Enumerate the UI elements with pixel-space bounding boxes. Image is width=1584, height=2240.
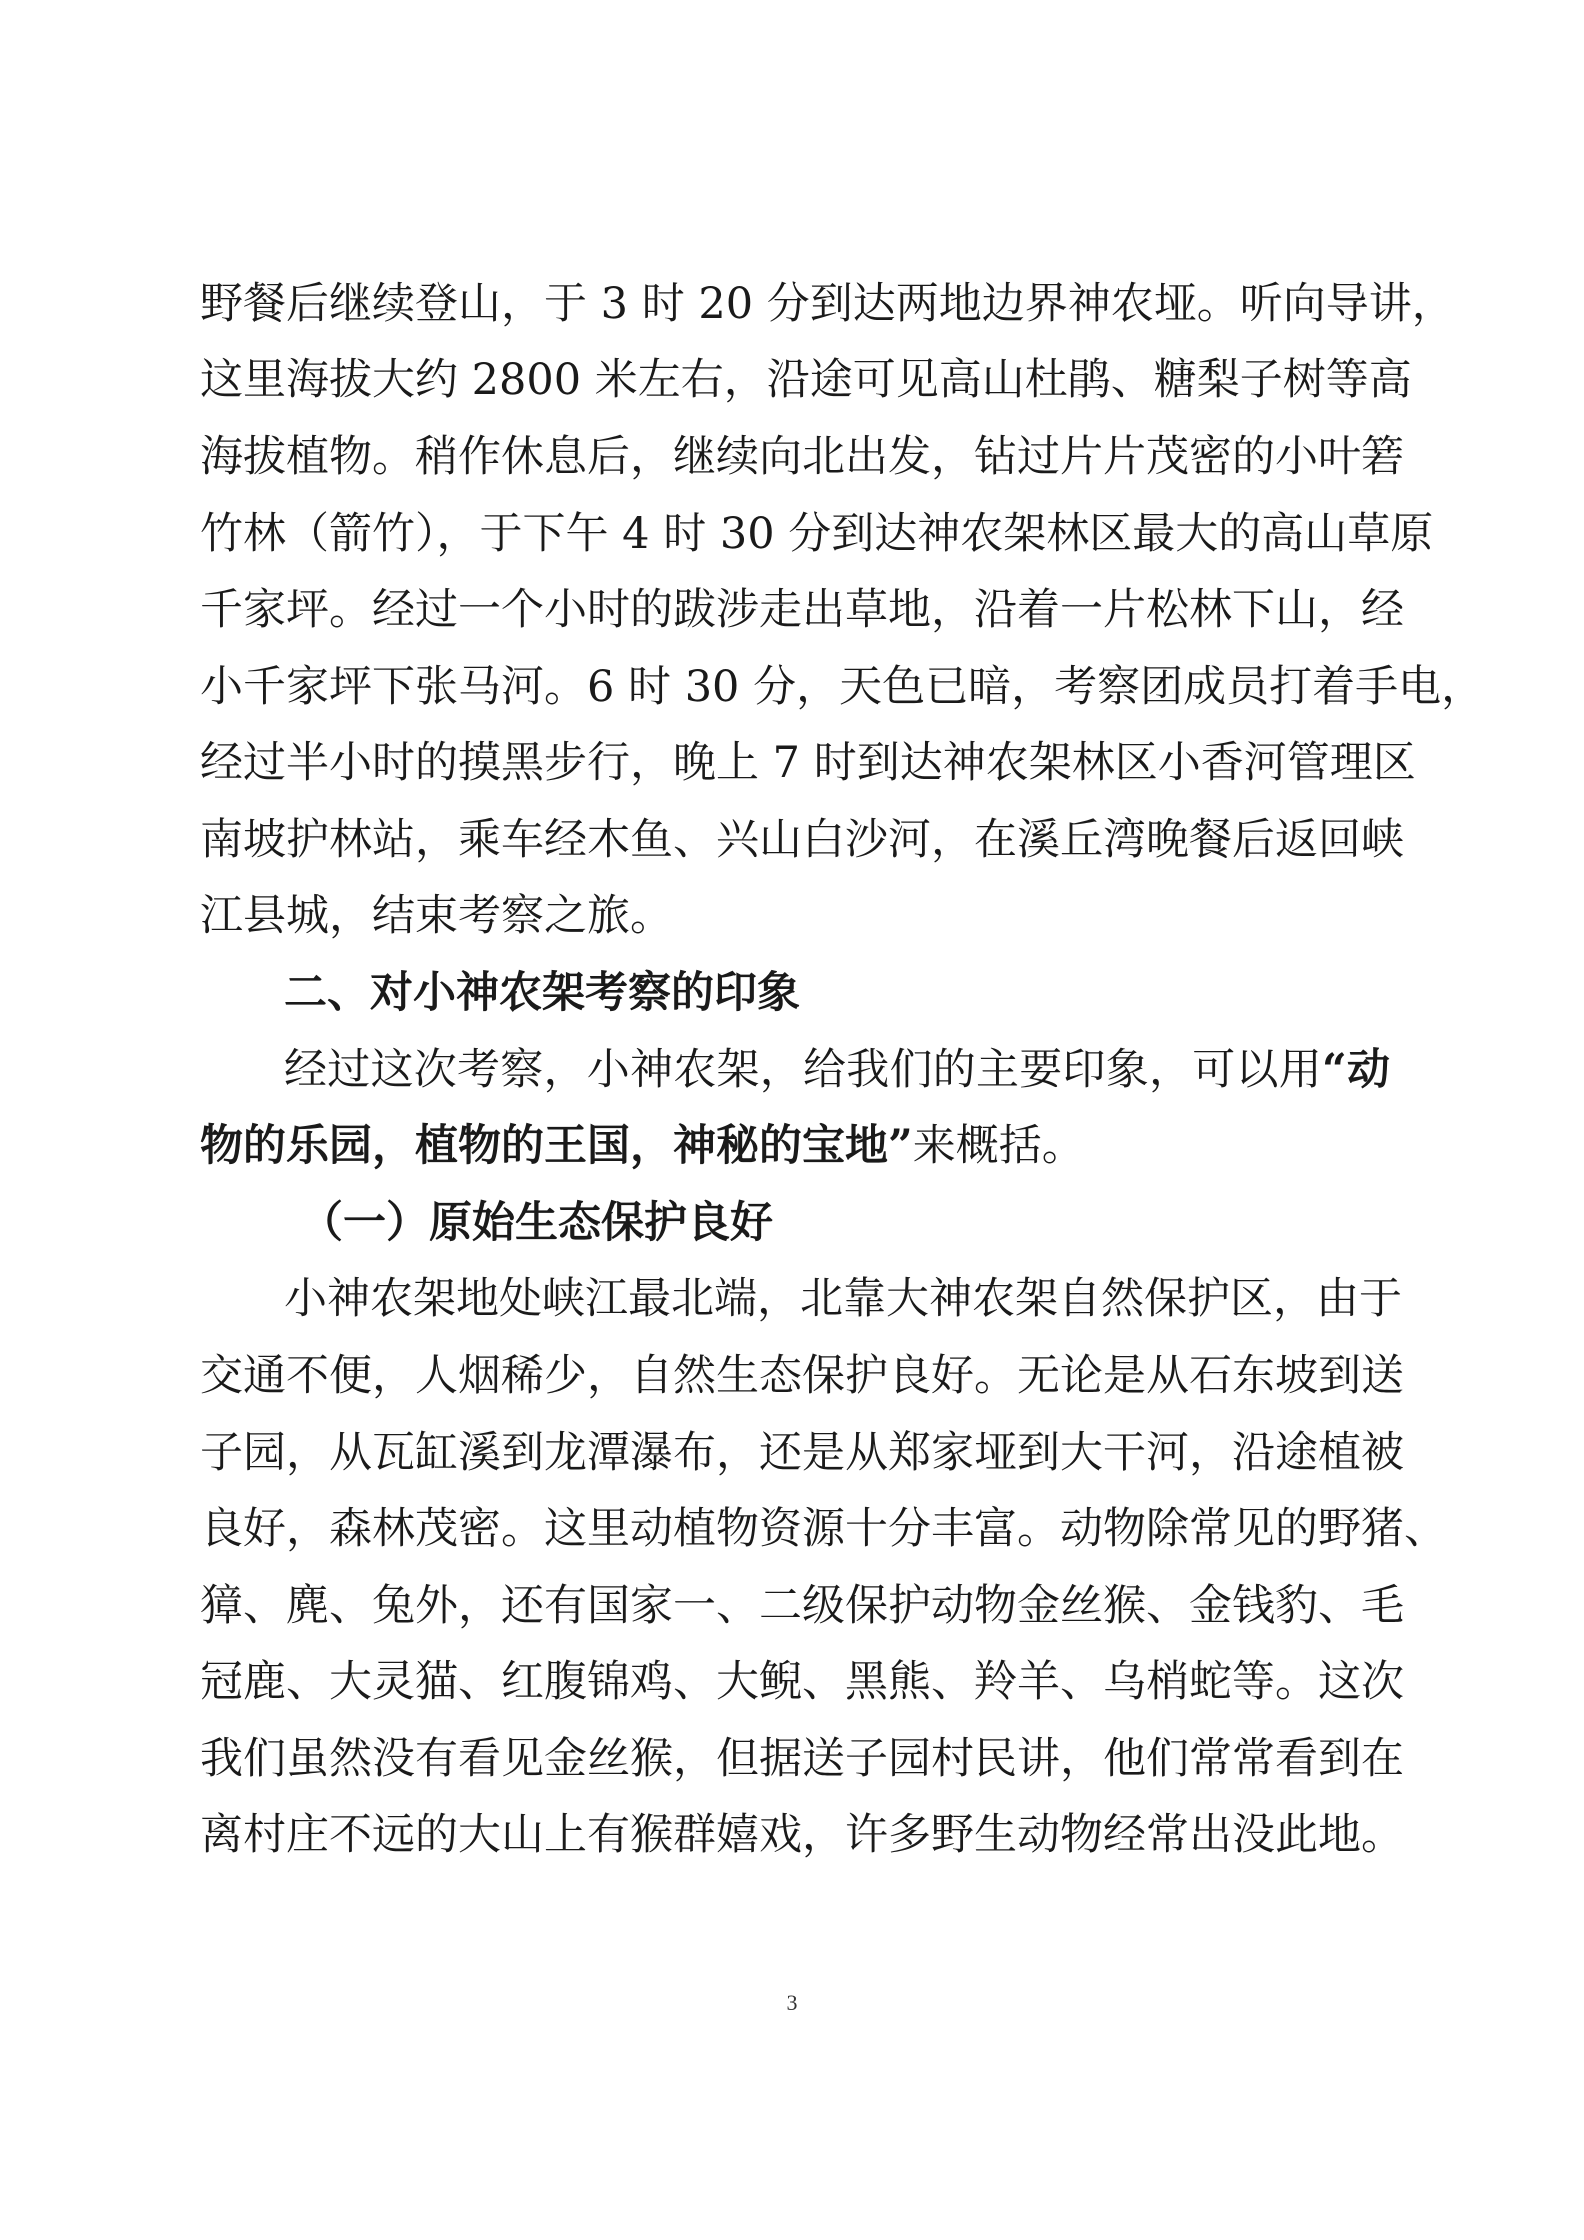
paragraph-line: 交通不便，人烟稀少，自然生态保护良好。无论是从石东坡到送 xyxy=(200,1351,1404,1401)
paragraph-line: 南坡护林站，乘车经木鱼、兴山白沙河，在溪丘湾晚餐后返回峡 xyxy=(200,815,1404,865)
paragraph-line: 子园，从瓦缸溪到龙潭瀑布，还是从郑家垭到大干河，沿途植被 xyxy=(200,1428,1404,1478)
paragraph-line: 小神农架地处峡江最北端，北靠大神农架自然保护区，由于 xyxy=(284,1274,1402,1324)
section-heading: 二、对小神农架考察的印象 xyxy=(284,968,800,1018)
quoted-emphasis: 物的乐园，植物的王国，神秘的宝地” xyxy=(200,1121,913,1171)
quoted-emphasis: “动 xyxy=(1322,1045,1390,1095)
paragraph-line: 这里海拔大约 2800 米左右，沿途可见高山杜鹃、糖梨子树等高 xyxy=(200,355,1412,405)
paragraph-line xyxy=(284,1040,1390,1100)
paragraph-line: 冠鹿、大灵猫、红腹锦鸡、大鲵、黑熊、羚羊、乌梢蛇等。这次 xyxy=(200,1657,1404,1707)
paragraph-line: 海拔植物。稍作休息后，继续向北出发，钻过片片茂密的小叶箬 xyxy=(200,432,1404,482)
paragraph-line: 野餐后继续登山，于 3 时 20 分到达两地边界神农垭。听向导讲， xyxy=(200,279,1455,329)
subsection-heading: （一）原始生态保护良好 xyxy=(300,1198,773,1248)
paragraph-line: 小千家坪下张马河。6 时 30 分，天色已暗，考察团成员打着手电， xyxy=(200,662,1485,712)
page-number: 3 xyxy=(786,1990,798,2015)
paragraph-line xyxy=(200,1116,1390,1176)
paragraph-line: 经过半小时的摸黑步行，晚上 7 时到达神农架林区小香河管理区 xyxy=(200,738,1416,788)
paragraph-line: 獐、麂、兔外，还有国家一、二级保护动物金丝猴、金钱豹、毛 xyxy=(200,1581,1404,1631)
paragraph-line: 离村庄不远的大山上有猴群嬉戏，许多野生动物经常出没此地。 xyxy=(200,1810,1404,1860)
paragraph-text: 来概括。 xyxy=(912,1121,1085,1171)
paragraph-line: 江县城，结束考察之旅。 xyxy=(200,891,673,941)
paragraph-line: 千家坪。经过一个小时的跋涉走出草地，沿着一片松林下山，经 xyxy=(200,585,1404,635)
paragraph-line: 良好，森林茂密。这里动植物资源十分丰富。动物除常见的野猪、 xyxy=(200,1504,1447,1554)
paragraph-line: 我们虽然没有看见金丝猴，但据送子园村民讲，他们常常看到在 xyxy=(200,1734,1404,1784)
paragraph-text: 经过这次考察，小神农架，给我们的主要印象，可以用 xyxy=(284,1045,1323,1095)
paragraph-line: 竹林（箭竹），于下午 4 时 30 分到达神农架林区最大的高山草原 xyxy=(200,509,1434,559)
